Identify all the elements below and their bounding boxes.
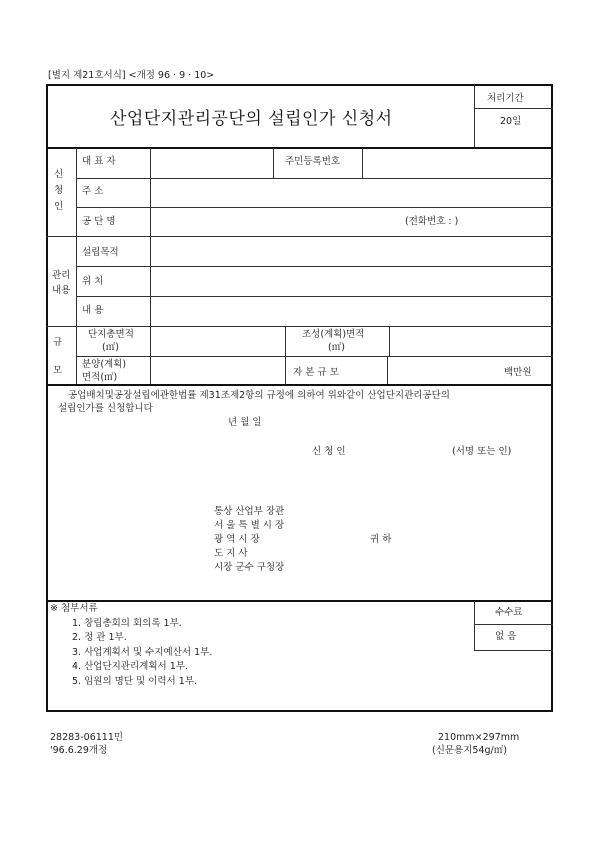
honorific: 귀 하 [370,534,392,545]
addressee-metro-mayor: 광 역 시 장 [214,534,260,545]
scale-group-label-1: 규 [53,337,63,348]
scale-group-label-2: 모 [53,365,63,376]
divider [46,147,553,149]
applicant-signature-label: 신 청 인 [312,446,346,457]
revision-date: '96.6.29개정 [50,745,108,756]
divider [474,624,553,625]
representative-label: 대 표 자 [82,156,116,167]
divider [46,326,553,327]
attachment-item: 3. 사업계획서 및 수지예산서 1부. [72,647,213,658]
attachment-item: 2. 정 관 1부. [72,632,127,643]
capital-field[interactable] [389,358,489,383]
total-area-label: 단지총면적 [88,329,134,340]
divider [389,327,390,356]
divider [474,650,553,651]
attachment-item: 1. 창립총회의 회의록 1부. [72,618,182,629]
attachments-heading: ※ 첨부서류 [50,603,98,614]
divider [76,266,553,267]
divider [76,178,553,179]
establishment-purpose-field[interactable] [152,239,550,265]
date-line: 년 월 일 [228,417,262,428]
signature-note: (서명 또는 인) [452,446,512,457]
divider [474,601,475,651]
content-label: 내 용 [82,305,104,316]
content-field[interactable] [152,298,550,324]
addressee-seoul-mayor: 서 울 특 별 시 장 [214,520,285,531]
form-number-note: [별지 제21호서식] <개정 96 · 9 · 10> [48,70,215,81]
management-group-label-1: 관리 [52,270,71,281]
signature-field[interactable] [360,443,440,461]
divider [76,207,553,208]
application-statement: 공업배치및공장설립에관한법률 제31조제2항의 규정에 의하여 위와같이 산업단지관리공단의 [68,390,450,401]
resident-number-label: 주민등록번호 [285,156,341,167]
sale-area-label-line2: 면적(㎡) [82,372,118,383]
processing-period-value: 20일 [500,116,522,127]
attachment-item: 4. 산업단지관리계획서 1부. [72,661,188,672]
addressee-local-heads: 시장 군수 구청장 [214,562,285,573]
fee-value: 없 음 [495,631,517,642]
addressee-governor: 도 지 사 [214,548,248,559]
management-group-label-2: 내용 [52,285,71,296]
establishment-purpose-label: 설립목적 [82,247,119,258]
representative-field[interactable] [152,150,272,176]
attachment-item: 5. 임원의 명단 및 이력서 1부. [72,676,197,687]
address-field[interactable] [152,180,550,206]
capital-label: 자 본 규 모 [293,367,339,378]
sale-area-label: 분양(계획) [82,359,127,370]
applicant-group-label-1: 신 [54,169,64,180]
total-area-unit: (㎡) [102,342,119,353]
divider [46,600,553,602]
address-label: 주 소 [82,186,104,197]
paper-size: 210mm×297mm [438,732,520,743]
form-code: 28283-06111민 [50,732,124,743]
divider [273,148,274,178]
divider [362,148,363,178]
divider [76,296,553,297]
developed-area-field[interactable] [391,328,550,354]
sale-area-field[interactable] [152,358,282,383]
developed-area-label: 조성(계획)면적 [302,329,365,340]
location-field[interactable] [152,268,550,294]
application-statement-line2: 설립인가를 신청합니다 [58,403,153,414]
resident-number-field[interactable] [364,150,550,176]
total-area-field[interactable] [152,328,282,354]
paper-type: (신문용지54g/㎡) [432,745,507,756]
fee-label: 수수료 [495,607,523,618]
divider [387,356,388,385]
divider [46,236,553,237]
applicant-group-label-3: 인 [54,201,64,212]
addressee-minister: 통상 산업부 장관 [214,506,285,517]
processing-period-label: 처리기간 [487,93,524,104]
form-title: 산업단지관리공단의 설립인가 신청서 [110,109,393,129]
divider [76,356,553,357]
capital-unit: 백만원 [504,367,532,378]
divider [46,384,553,386]
divider [474,84,475,148]
corporation-name-label: 공 단 명 [82,216,116,227]
applicant-group-label-2: 청 [54,185,64,196]
divider [474,108,553,109]
location-label: 위 치 [82,276,104,287]
developed-area-unit: (㎡) [328,342,345,353]
phone-number-label: (전화번호 : ) [405,216,459,227]
corporation-name-field[interactable] [152,209,392,235]
